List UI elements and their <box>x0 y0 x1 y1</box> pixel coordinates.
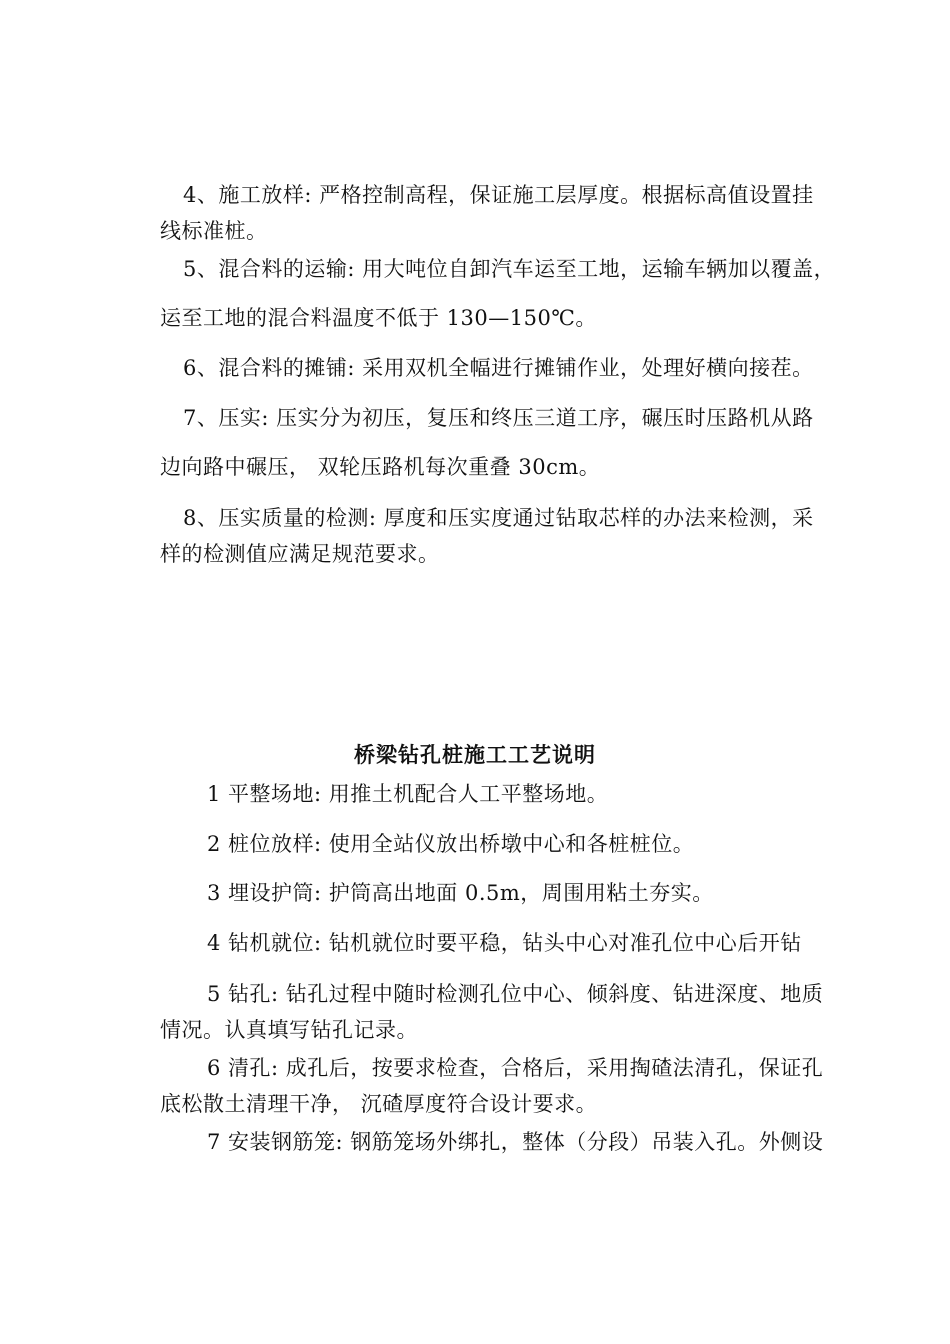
step-1: 1 平整场地: 用推土机配合人工平整场地。 <box>207 782 609 806</box>
step-6-line-2: 底松散土清理干净， 沉碴厚度符合设计要求。 <box>160 1092 598 1116</box>
paragraph-5-line-2: 运至工地的混合料温度不低于 130—150℃。 <box>160 306 597 330</box>
paragraph-6-line-1: 6、混合料的摊铺: 采用双机全幅进行摊铺作业，处理好横向接茬。 <box>183 356 814 380</box>
paragraph-8-line-2: 样的检测值应满足规范要求。 <box>160 542 440 566</box>
paragraph-5-line-1: 5、混合料的运输: 用大吨位自卸汽车运至工地，运输车辆加以覆盖， <box>183 257 836 281</box>
paragraph-4-line-2: 线标准桩。 <box>160 219 268 243</box>
step-5-line-2: 情况。认真填写钻孔记录。 <box>160 1018 418 1042</box>
step-5-line-1: 5 钻孔: 钻孔过程中随时检测孔位中心、倾斜度、钻进深度、地质 <box>207 982 824 1006</box>
section-title: 桥梁钻孔桩施工工艺说明 <box>354 742 596 767</box>
paragraph-7-line-2: 边向路中碾压， 双轮压路机每次重叠 30cm。 <box>160 455 601 479</box>
step-7-line-1: 7 安装钢筋笼: 钢筋笼场外绑扎，整体（分段）吊装入孔。外侧设 <box>207 1130 824 1154</box>
paragraph-4-line-1: 4、施工放样: 严格控制高程，保证施工层厚度。根据标高值设置挂 <box>183 183 814 207</box>
step-2: 2 桩位放样: 使用全站仪放出桥墩中心和各桩桩位。 <box>207 832 695 856</box>
paragraph-8-line-1: 8、压实质量的检测: 厚度和压实度通过钻取芯样的办法来检测，采 <box>183 506 814 530</box>
step-6-line-1: 6 清孔: 成孔后，按要求检查，合格后，采用掏碴法清孔，保证孔 <box>207 1056 824 1080</box>
paragraph-7-line-1: 7、压实: 压实分为初压，复压和终压三道工序，碾压时压路机从路 <box>183 406 814 430</box>
step-3: 3 埋设护筒: 护筒高出地面 0.5m，周围用粘土夯实。 <box>207 881 714 905</box>
step-4: 4 钻机就位: 钻机就位时要平稳，钻头中心对准孔位中心后开钻 <box>207 931 802 955</box>
